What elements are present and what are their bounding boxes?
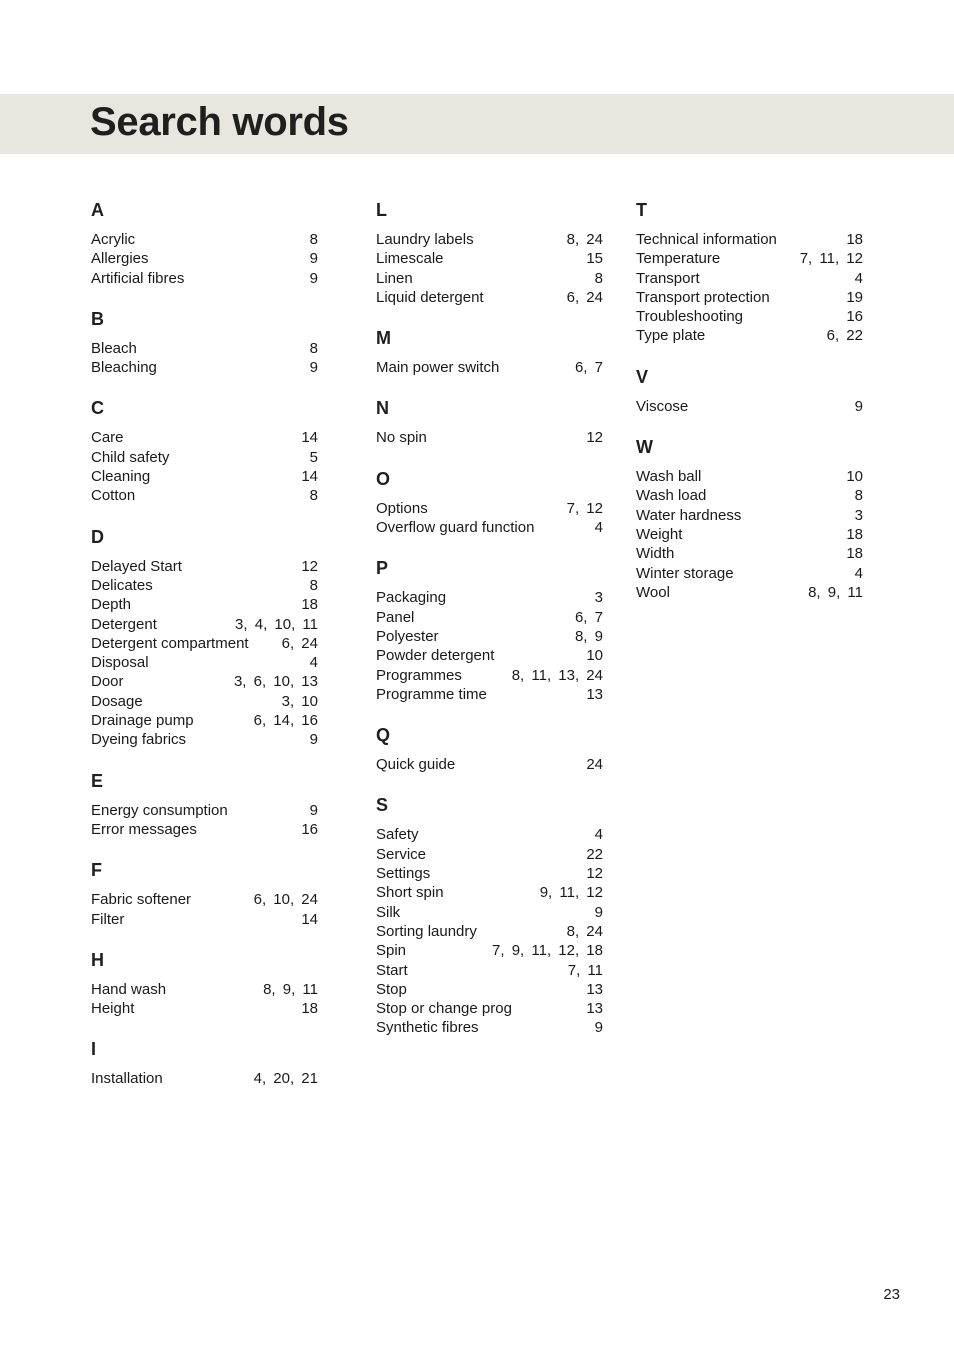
entry-pages: 13: [586, 685, 603, 703]
index-entry: [91, 980, 318, 999]
index-entry: [376, 269, 603, 288]
entry-pages: 8: [309, 339, 318, 357]
section-letter: L: [376, 200, 387, 220]
entry-term: Programme time: [376, 685, 487, 703]
entry-term: Water hardness: [636, 506, 742, 524]
index-entry: [91, 653, 318, 672]
section-letter: S: [376, 795, 389, 816]
entry-pages: 18: [846, 545, 863, 563]
entry-list: [91, 428, 318, 505]
entry-list: [376, 825, 603, 1037]
index-entry: [636, 397, 863, 416]
entry-term: Fabric softener: [91, 891, 192, 909]
entry-pages: 18: [301, 596, 318, 614]
entry-term: Care: [91, 429, 124, 447]
index-section: [91, 769, 318, 840]
entry-pages: 10: [586, 647, 603, 665]
entry-list: [91, 1069, 318, 1088]
index-entry: [636, 307, 863, 326]
entry-term: Transport: [636, 269, 700, 287]
index-column-2: [376, 198, 603, 1057]
entry-pages: 8: [854, 487, 863, 505]
index-entry: [636, 486, 863, 505]
index-entry: [91, 249, 318, 268]
entry-pages: 3, 6, 10, 13: [233, 673, 318, 691]
index-entry: [376, 903, 603, 922]
index-entry: [91, 801, 318, 820]
entry-pages: 4: [309, 654, 318, 672]
index-entry: [376, 825, 603, 844]
index-entry: [636, 564, 863, 583]
entry-term: Filter: [91, 910, 125, 928]
index-section: [91, 1037, 318, 1088]
entry-pages: 6, 24: [281, 634, 318, 652]
index-entry: [376, 230, 603, 249]
entry-pages: 3, 4, 10, 11: [235, 615, 318, 633]
entry-pages: 8: [594, 269, 603, 287]
entry-term: Child safety: [91, 448, 170, 466]
index-section: [636, 198, 863, 346]
index-entry: [91, 230, 318, 249]
entry-pages: 9: [594, 903, 603, 921]
section-letter: I: [91, 1039, 97, 1060]
entry-pages: 9: [309, 359, 318, 377]
entry-term: Laundry labels: [376, 231, 474, 248]
entry-term: Detergent compartment: [91, 634, 249, 652]
entry-list: [91, 339, 318, 378]
entry-term: Limescale: [376, 250, 444, 268]
section-letter: B: [91, 308, 104, 329]
entry-pages: 6, 10, 24: [253, 891, 318, 909]
entry-pages: 9, 11, 12: [539, 884, 603, 902]
entry-pages: 9: [309, 250, 318, 268]
entry-list: [91, 230, 318, 288]
index-entry: [91, 711, 318, 730]
index-section: [91, 198, 318, 288]
entry-pages: 18: [846, 231, 863, 248]
entry-term: Technical information: [636, 231, 777, 248]
entry-term: Height: [91, 1000, 135, 1018]
index-entry: [376, 666, 603, 685]
index-entry: [91, 672, 318, 691]
entry-term: Dyeing fabrics: [91, 731, 187, 749]
entry-term: Weight: [636, 525, 683, 543]
index-entry: [376, 627, 603, 646]
entry-pages: 24: [586, 756, 603, 774]
entry-term: Safety: [376, 826, 419, 844]
index-entry: [636, 269, 863, 288]
index-column-3: [636, 198, 863, 621]
entry-pages: 12: [301, 557, 318, 575]
entry-term: Delicates: [91, 576, 153, 594]
index-section: [636, 435, 863, 602]
index-entry: [91, 595, 318, 614]
entry-pages: 3, 10: [281, 692, 318, 710]
entry-term: Service: [376, 845, 427, 863]
entry-pages: 16: [301, 820, 318, 838]
index-entry: [636, 583, 863, 602]
entry-pages: 6, 7: [574, 608, 603, 626]
index-entry: [91, 557, 318, 576]
index-entry: [376, 646, 603, 665]
entry-list: [376, 230, 603, 307]
entry-pages: 8: [309, 231, 318, 248]
entry-term: Drainage pump: [91, 712, 194, 730]
entry-pages: 14: [301, 910, 318, 928]
entry-term: Wash ball: [636, 468, 702, 486]
entry-term: Wool: [636, 583, 670, 601]
index-entry: [91, 467, 318, 486]
entry-term: Bleaching: [91, 359, 157, 377]
entry-pages: 9: [854, 397, 863, 415]
index-entry: [636, 544, 863, 563]
index-entry: [376, 499, 603, 518]
entry-pages: 8, 11, 13, 24: [511, 666, 603, 684]
index-entry: [376, 755, 603, 774]
entry-term: No spin: [376, 429, 427, 447]
entry-term: Winter storage: [636, 564, 734, 582]
entry-term: Acrylic: [91, 231, 136, 248]
index-entry: [376, 845, 603, 864]
index-section: [91, 396, 318, 505]
entry-list: [636, 230, 863, 346]
index-entry: [91, 692, 318, 711]
entry-list: [91, 890, 318, 929]
entry-term: Troubleshooting: [636, 308, 744, 326]
entry-term: Sorting laundry: [376, 922, 477, 940]
entry-pages: 18: [846, 525, 863, 543]
entry-term: Linen: [376, 269, 413, 287]
index-entry: [91, 486, 318, 505]
index-entry: [636, 326, 863, 345]
entry-pages: 10: [846, 468, 863, 486]
index-entry: [91, 576, 318, 595]
index-entry: [376, 864, 603, 883]
entry-term: Viscose: [636, 397, 689, 415]
page-title: Search words: [90, 100, 349, 144]
section-letter: F: [91, 860, 102, 881]
index-entry: [636, 506, 863, 525]
entry-pages: 12: [586, 429, 603, 447]
entry-pages: 19: [846, 288, 863, 306]
entry-pages: 4: [594, 826, 603, 844]
section-letter: P: [376, 558, 389, 579]
entry-pages: 8, 9: [574, 627, 603, 645]
index-entry: [91, 269, 318, 288]
entry-pages: 22: [586, 845, 603, 863]
index-entry: [636, 230, 863, 249]
entry-term: Panel: [376, 608, 415, 626]
entry-list: [91, 801, 318, 840]
section-letter: D: [91, 526, 104, 547]
entry-term: Width: [636, 545, 675, 563]
index-entry: [636, 288, 863, 307]
entry-pages: 3: [594, 589, 603, 607]
index-entry: [91, 820, 318, 839]
index-section: [636, 365, 863, 416]
entry-pages: 7, 11: [567, 961, 603, 979]
section-letter: C: [91, 398, 104, 419]
entry-pages: 6, 22: [826, 327, 863, 345]
section-letter: O: [376, 468, 391, 489]
entry-term: Temperature: [636, 250, 721, 268]
entry-pages: 14: [301, 429, 318, 447]
index-entry: [91, 999, 318, 1018]
entry-list: [376, 755, 603, 774]
entry-pages: 15: [586, 250, 603, 268]
index-section: [376, 556, 603, 704]
index-entry: [376, 608, 603, 627]
entry-pages: 9: [309, 731, 318, 749]
index-section: [91, 525, 318, 750]
entry-pages: 3: [854, 506, 863, 524]
entry-term: Packaging: [376, 589, 447, 607]
entry-list: [91, 557, 318, 750]
entry-term: Settings: [376, 865, 431, 883]
section-letter: T: [636, 200, 647, 220]
entry-pages: 16: [846, 308, 863, 326]
entry-term: Artificial fibres: [91, 269, 185, 287]
entry-pages: 6, 14, 16: [253, 712, 318, 730]
index-entry: [91, 890, 318, 909]
index-entry: [91, 730, 318, 749]
entry-term: Dosage: [91, 692, 143, 710]
entry-list: [376, 428, 603, 447]
entry-pages: 14: [301, 468, 318, 486]
index-entry: [376, 941, 603, 960]
index-entry: [636, 249, 863, 268]
entry-term: Type plate: [636, 327, 706, 345]
entry-term: Transport protection: [636, 288, 770, 306]
entry-list: [91, 980, 318, 1019]
entry-term: Silk: [376, 903, 401, 921]
entry-term: Programmes: [376, 666, 462, 684]
entry-list: [636, 467, 863, 602]
index-entry: [91, 615, 318, 634]
entry-pages: 9: [309, 269, 318, 287]
index-section: [376, 326, 603, 377]
index-entry: [91, 428, 318, 447]
entry-term: Installation: [91, 1070, 163, 1088]
entry-term: Hand wash: [91, 980, 167, 998]
entry-pages: 9: [594, 1019, 603, 1037]
section-letter: N: [376, 398, 389, 419]
index-entry: [376, 358, 603, 377]
entry-term: Delayed Start: [91, 557, 182, 575]
index-entry: [91, 448, 318, 467]
entry-term: Detergent: [91, 615, 157, 633]
entry-term: Overflow guard function: [376, 519, 535, 537]
entry-term: Allergies: [91, 250, 149, 268]
index-entry: [376, 588, 603, 607]
entry-pages: 7, 12: [566, 499, 603, 517]
entry-term: Cleaning: [91, 468, 151, 486]
index-entry: [376, 288, 603, 307]
entry-pages: 8, 24: [566, 231, 603, 248]
entry-pages: 4: [854, 269, 863, 287]
index-entry: [636, 467, 863, 486]
entry-term: Energy consumption: [91, 801, 228, 819]
entry-term: Spin: [376, 942, 407, 960]
section-letter: H: [91, 949, 104, 970]
entry-list: [376, 499, 603, 538]
section-letter: A: [91, 200, 104, 220]
entry-pages: 6, 7: [574, 359, 603, 377]
entry-pages: 4, 20, 21: [253, 1070, 318, 1088]
section-letter: M: [376, 328, 391, 349]
index-entry: [91, 910, 318, 929]
index-entry: [376, 922, 603, 941]
entry-pages: 9: [309, 801, 318, 819]
entry-term: Error messages: [91, 820, 197, 838]
entry-pages: 8, 9, 11: [808, 583, 863, 601]
index-entry: [376, 685, 603, 704]
index-entry: [91, 339, 318, 358]
entry-term: Powder detergent: [376, 647, 495, 665]
entry-term: Stop: [376, 980, 407, 998]
index-entry: [376, 428, 603, 447]
index-section: [376, 467, 603, 538]
entry-term: Depth: [91, 596, 132, 614]
index-entry: [376, 1018, 603, 1037]
entry-term: Bleach: [91, 339, 137, 357]
entry-list: [376, 358, 603, 377]
entry-pages: 8, 9, 11: [263, 980, 318, 998]
entry-pages: 8, 24: [566, 922, 603, 940]
entry-term: Main power switch: [376, 359, 500, 377]
entry-list: [636, 397, 863, 416]
entry-pages: 5: [309, 448, 318, 466]
entry-term: Cotton: [91, 487, 136, 505]
entry-pages: 6, 24: [566, 288, 603, 306]
entry-pages: 4: [854, 564, 863, 582]
entry-term: Synthetic fibres: [376, 1019, 479, 1037]
entry-pages: 8: [309, 487, 318, 505]
entry-term: Options: [376, 499, 428, 517]
index-entry: [376, 518, 603, 537]
index-entry: [91, 634, 318, 653]
index-section: [91, 307, 318, 378]
entry-pages: 4: [594, 519, 603, 537]
index-entry: [91, 358, 318, 377]
index-entry: [376, 883, 603, 902]
entry-term: Quick guide: [376, 756, 456, 774]
entry-term: Short spin: [376, 884, 444, 902]
section-letter: V: [636, 366, 649, 387]
entry-pages: 18: [301, 1000, 318, 1018]
entry-pages: 12: [586, 865, 603, 883]
entry-term: Wash load: [636, 487, 707, 505]
entry-term: Stop or change prog: [376, 1000, 512, 1018]
entry-pages: 13: [586, 980, 603, 998]
entry-pages: 8: [309, 576, 318, 594]
entry-term: Liquid detergent: [376, 288, 484, 306]
index-section: [376, 198, 603, 307]
index-section: [91, 948, 318, 1019]
index-entry: [376, 999, 603, 1018]
index-entry: [636, 525, 863, 544]
section-letter: E: [91, 770, 104, 791]
index-section: [376, 793, 603, 1037]
entry-pages: 13: [586, 1000, 603, 1018]
section-letter: Q: [376, 725, 391, 746]
index-entry: [376, 961, 603, 980]
entry-list: [376, 588, 603, 704]
section-letter: W: [636, 437, 653, 458]
index-entry: [91, 1069, 318, 1088]
index-section: [376, 723, 603, 774]
entry-term: Door: [91, 673, 124, 691]
page-number: 23: [883, 1286, 900, 1303]
index-entry: [376, 980, 603, 999]
index-section: [376, 396, 603, 447]
index-entry: [376, 249, 603, 268]
entry-term: Start: [376, 961, 408, 979]
entry-pages: 7, 11, 12: [799, 250, 863, 268]
entry-pages: 7, 9, 11, 12, 18: [492, 942, 603, 960]
entry-term: Disposal: [91, 654, 149, 672]
entry-term: Polyester: [376, 627, 439, 645]
index-section: [91, 858, 318, 929]
index-column-1: [91, 198, 318, 1108]
